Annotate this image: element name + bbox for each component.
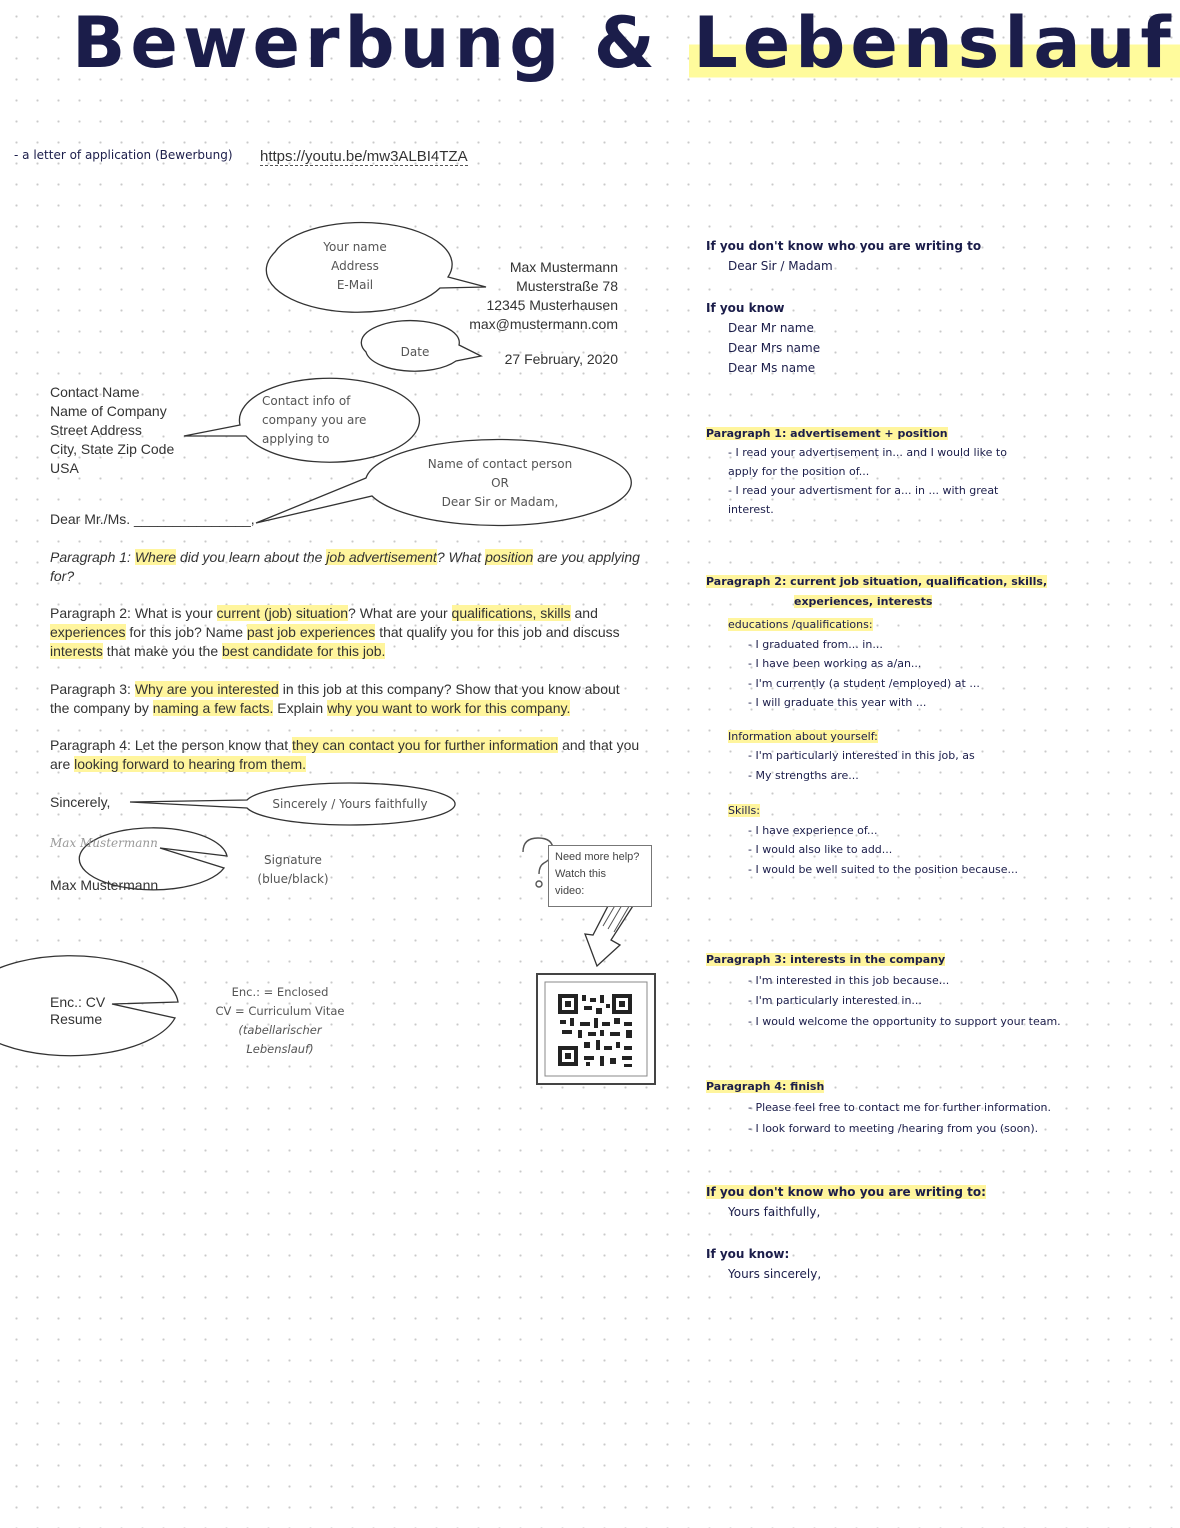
paragraph-4: Paragraph 4: Let the person know that they can contact you for further information and that you are looking forward to hearing from them. xyxy=(50,737,640,772)
title-word-lebenslauf: Lebenslauf xyxy=(689,2,1180,84)
enclosures: Enc.: CV Resume xyxy=(50,994,106,1027)
video-link[interactable]: https://youtu.be/mw3ALBI4TZA xyxy=(260,148,468,165)
note-paragraph-4: Paragraph 4: finish - Please feel free to contact me for further information. - I look forward to meeting /hearing from you (soon). xyxy=(706,1080,1052,1135)
note-closing-unknown: If you don't know who you are writing to: Yours faithfully, xyxy=(706,1185,986,1219)
letter-date: 27 February, 2020 xyxy=(504,351,618,367)
recipient-address: Contact Name Name of Company Street Address City, State Zip Code USA xyxy=(50,384,175,476)
signed-name: Max Mustermann xyxy=(50,877,159,893)
note-paragraph-2: Paragraph 2: current job situation, qualification, skills, experiences, interests educations /qualifications: - I graduated from... in... - I have been working as a/an... - I'm currently (a student /employed) at ... - I will graduate this year with ... Information about yourself: - I'm particularly interested in this job, as - My strengths are... Skills: - I have experience of... - I would also like to add... - I would be well suited to the position because... xyxy=(706,575,1048,876)
paragraph-2: Paragraph 2: What is your current (job) situation? What are your qualifications, skills and experiences for this job? Name past job experiences that qualify you for this job and discuss interests that make you the best candidate for this job. xyxy=(50,605,620,659)
salutation: Dear Mr./Ms. _______________, xyxy=(50,511,255,527)
paragraph-3: Paragraph 3: Why are you interested in this job at this company? Show that you know about the company by naming a few facts. Explain why you want to work for this company. xyxy=(50,681,620,716)
bubble-signature-text: Signature (blue/black) xyxy=(257,853,329,886)
note-paragraph-1: Paragraph 1: advertisement + position - I read your advertisement in... and I would like to apply for the position of... - I read your advertisment for a... in ... with great interest. xyxy=(706,427,1007,516)
closing: Sincerely, xyxy=(50,794,111,810)
intro-label: - a letter of application (Bewerbung) xyxy=(14,148,233,162)
bubble-contact-text: Name of contact person OR Dear Sir or Madam, xyxy=(427,457,573,509)
bubble-company-text: Contact info of company you are applying to xyxy=(262,394,367,446)
bubble-date-text: Date xyxy=(400,345,430,359)
help-box: Need more help? Watch this video: xyxy=(548,845,652,907)
note-paragraph-3: Paragraph 3: interests in the company - I'm interested in this job because... - I'm particularly interested in... - I would welcome the opportunity to support your team. xyxy=(706,953,1061,1028)
note-known-recipient: If you know Dear Mr name Dear Mrs name Dear Ms name xyxy=(706,301,821,375)
signature: Max Mustermann xyxy=(50,836,158,850)
paragraph-1: Paragraph 1: Where did you learn about the job advertisement? What position are you applying for? xyxy=(50,549,640,584)
bubble-closing-text: Sincerely / Yours faithfully xyxy=(272,797,428,811)
title-ampersand: & xyxy=(593,2,660,84)
note-unknown-recipient: If you don't know who you are writing to Dear Sir / Madam xyxy=(706,239,982,273)
bubble-sender-text: Your name Address E-Mail xyxy=(323,240,387,292)
qr-code-icon xyxy=(537,974,655,1084)
sender-address: Max Mustermann Musterstraße 78 12345 Musterhausen max@mustermann.com xyxy=(469,259,618,332)
note-closing-known: If you know: Yours sincerely, xyxy=(706,1247,822,1281)
bubble-enc-text: Enc.: = Enclosed CV = Curriculum Vitae (tabellarischer Lebenslauf) xyxy=(215,985,345,1056)
title-word-bewerbung: Bewerbung xyxy=(72,2,565,84)
